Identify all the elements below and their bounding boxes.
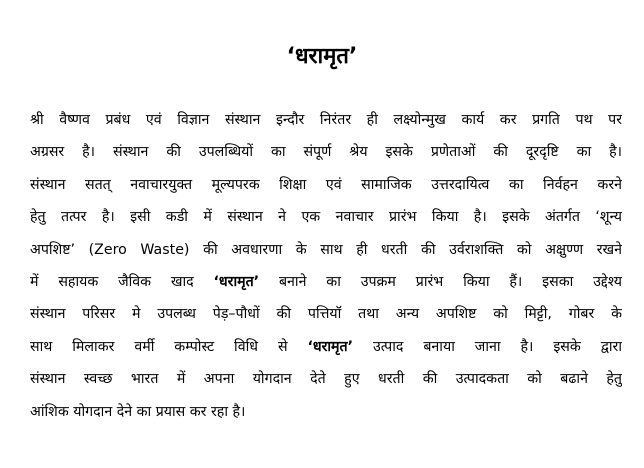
document-body	[30, 104, 622, 428]
line-text: बनाने का उपक्रम प्रारंभ किया हैं। इसका उद्देश्य	[259, 273, 622, 290]
product-name-bold: ‘धरामृत’	[213, 273, 260, 290]
paragraph-line	[30, 331, 622, 363]
line-text: उत्पाद बनाया जाना है। इसके द्वारा	[353, 338, 622, 355]
paragraph-line: आंशिक योगदान देने का प्रयास कर रहा है।	[30, 403, 246, 420]
product-name-bold: ‘धरामृत’	[307, 338, 354, 355]
paragraph-line: संस्थान स्वच्छ भारत में अपना योगदान देते हुए धरती की उत्पादकता को बढाने हेतु	[30, 371, 622, 388]
paragraph-line: संस्थान परिसर मे उपलब्ध पेड़–पौधों की पत्तियॉ तथा अन्य अपशिष्ट को मिट्टी, गोबर के	[30, 306, 622, 323]
paragraph-line: अग्रसर है। संस्थान की उपलब्धियों का संपूर्ण श्रेय इसके प्रणेताओं की दूरदृष्टि का है।	[30, 144, 622, 161]
paragraph-line: श्री वैष्णव प्रबंध एवं विज्ञान संस्थान इन्दौर निरंतर ही लक्ष्योन्मुख कार्य कर प्रगति पथ पर	[30, 112, 622, 128]
paragraph-line: हेतु तत्पर है। इसी कडी में संस्थान ने एक नवाचार प्रारंभ किया है। इसके अंतर्गत ‘शून्य	[30, 209, 622, 226]
paragraph-line: अपशिष्ट’ (Zero Waste) की अवधारणा के साथ ही धरती की उर्वराशक्ति को अक्षुण्ण रखने	[30, 241, 622, 258]
document-title: ‘धरामृत’	[286, 44, 358, 69]
paragraph-line: संस्थान सतत् नवाचारयुक्त मूल्यपरक शिक्षा एवं सामाजिक उत्तरदायित्व का निर्वहन करने	[30, 176, 622, 193]
line-text: में सहायक जैविक खाद	[30, 273, 214, 290]
line-text: साथ मिलाकर वर्मी कम्पोस्ट विधि से	[30, 338, 308, 355]
paragraph-line	[30, 266, 622, 298]
